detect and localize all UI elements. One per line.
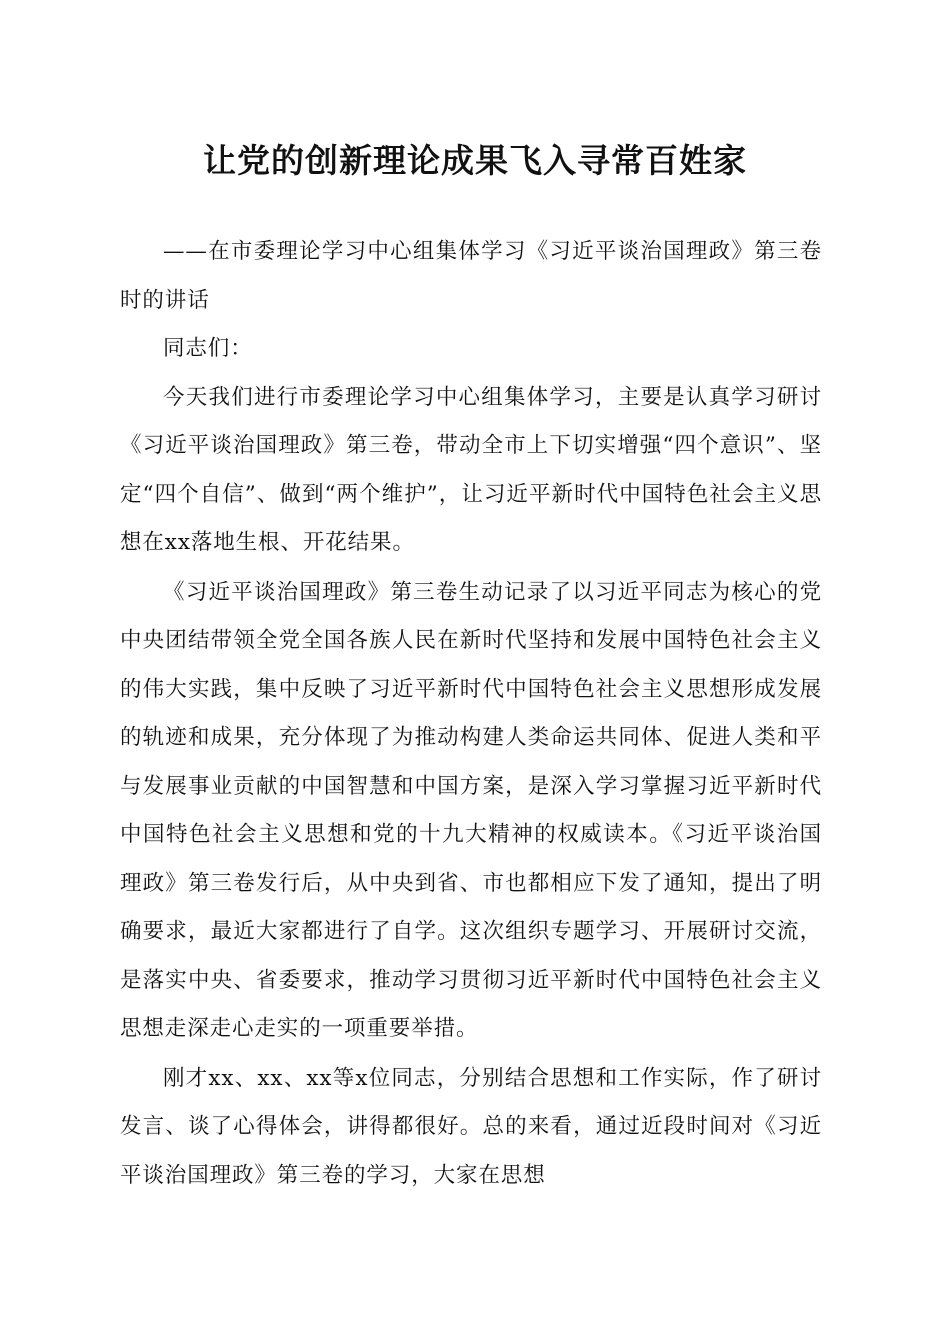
subtitle: ——在市委理论学习中心组集体学习《习近平谈治国理政》第三卷时的讲话 <box>120 239 822 313</box>
document-title: 让党的创新理论成果飞入寻常百姓家 <box>203 141 747 180</box>
paragraph-1: 今天我们进行市委理论学习中心组集体学习，主要是认真学习研讨《习近平谈治国理政》第三卷，带动全市上下切实增强“四个意识”、坚定“四个自信”、做到“两个维护”，让习近平新时代中国特色社会主义思想在xx落地生根、开花结果。 <box>120 384 822 555</box>
document-body <box>120 228 822 1200</box>
salutation: 同志们： <box>163 336 253 361</box>
paragraph-3: 刚才xx、xx、xx等x位同志，分别结合思想和工作实际，作了研讨发言、谈了心得体会，讲得都很好。总的来看，通过近段时间对《习近平谈治国理政》第三卷的学习，大家在思想 <box>120 1065 822 1188</box>
paragraph-2: 《习近平谈治国理政》第三卷生动记录了以习近平同志为核心的党中央团结带领全党全国各族人民在新时代坚持和发展中国特色社会主义的伟大实践，集中反映了习近平新时代中国特色社会主义思想形成发展的轨迹和成果，充分体现了为推动构建人类命运共同体、促进人类和平与发展事业贡献的中国智慧和中国方案，是深入学习掌握习近平新时代中国特色社会主义思想和党的十九大精神的权威读本。《习近平谈治国理政》第三卷发行后，从中央到省、市也都相应下发了通知，提出了明确要求，最近大家都进行了自学。这次组织专题学习、开展研讨交流，是落实中央、省委要求，推动学习贯彻习近平新时代中国特色社会主义思想走深走心走实的一项重要举措。 <box>120 579 822 1041</box>
